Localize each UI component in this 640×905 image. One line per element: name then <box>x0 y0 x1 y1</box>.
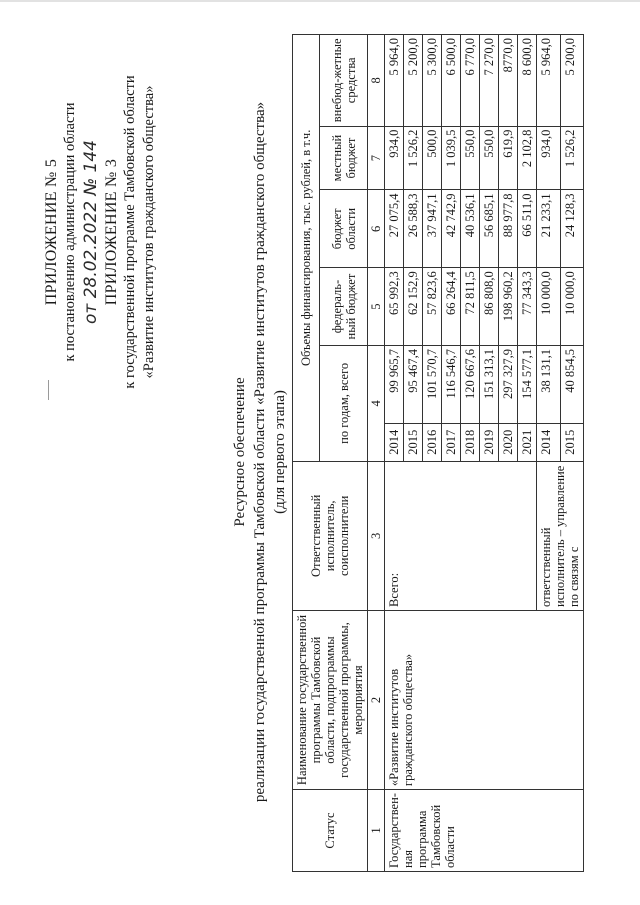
federal-cell: 10 000,0 <box>537 268 561 346</box>
local-cell: 934,0 <box>537 126 561 190</box>
regional-cell: 88 977,8 <box>499 190 518 268</box>
header-regional: бюджет области <box>320 190 368 268</box>
appendix-line3: «Развитие институтов гражданского общества» <box>141 85 157 379</box>
year-cell: 2018 <box>461 423 480 461</box>
federal-cell: 10 000,0 <box>560 268 584 346</box>
regional-cell: 66 511,0 <box>518 190 537 268</box>
federal-cell: 65 992,3 <box>385 268 404 346</box>
local-cell: 1 526,2 <box>560 126 584 190</box>
doc-title-line2: реализации государственной программы Тамбовской области «Развитие институтов гражданского общества» <box>252 101 268 803</box>
extra-cell: 5 200,0 <box>404 35 423 127</box>
local-cell: 500,0 <box>423 126 442 190</box>
header-by-year-total: по годам, всего <box>320 345 368 461</box>
column-index: 4 <box>368 345 385 461</box>
federal-cell: 66 264,4 <box>442 268 461 346</box>
local-cell: 550,0 <box>480 126 499 190</box>
column-index: 8 <box>368 35 385 127</box>
column-index: 2 <box>368 611 385 790</box>
document-title <box>230 22 290 882</box>
extra-cell: 5 200,0 <box>560 35 584 127</box>
extra-cell: 8770,0 <box>499 35 518 127</box>
resource-table-wrap <box>292 34 584 872</box>
year-cell: 2016 <box>423 423 442 461</box>
year-cell: 2021 <box>518 423 537 461</box>
federal-cell: 57 823,6 <box>423 268 442 346</box>
table-row <box>385 35 404 872</box>
handwritten-date: от 28.02.2022 № 144 <box>81 140 101 324</box>
regional-cell: 24 128,3 <box>560 190 584 268</box>
federal-cell: 72 811,5 <box>461 268 480 346</box>
header-executor: Ответственный исполнитель, соисполнители <box>293 461 368 610</box>
total-cell: 297 327,9 <box>499 345 518 423</box>
total-cell: 151 313,1 <box>480 345 499 423</box>
regional-cell: 26 588,3 <box>404 190 423 268</box>
appendix-header <box>42 42 159 422</box>
appendix-line1: к постановлению администрации области <box>62 102 78 362</box>
doc-title-line1: Ресурсное обеспечение <box>232 377 248 527</box>
executor-cell: ответственный исполнитель – управление по связям с <box>537 461 584 610</box>
year-cell: 2015 <box>404 423 423 461</box>
local-cell: 619,9 <box>499 126 518 190</box>
extra-cell: 8 600,0 <box>518 35 537 127</box>
rotated-page <box>40 22 600 882</box>
extra-cell: 5 964,0 <box>385 35 404 127</box>
extra-cell: 7 270,0 <box>480 35 499 127</box>
resource-table <box>292 34 584 872</box>
regional-cell: 56 685,1 <box>480 190 499 268</box>
extra-cell: 6 500,0 <box>442 35 461 127</box>
program-name-cell: «Развитие институтов гражданского общества» <box>385 611 584 790</box>
local-cell: 1 039,5 <box>442 126 461 190</box>
year-cell: 2014 <box>385 423 404 461</box>
year-cell: 2019 <box>480 423 499 461</box>
doc-title-line3: (для первого этапа) <box>272 390 288 514</box>
header-name: Наименование государственной программы Тамбовской области, подпрограммы государственной программы, мероприятия <box>293 611 368 790</box>
regional-cell: 21 233,1 <box>537 190 561 268</box>
total-cell: 99 965,7 <box>385 345 404 423</box>
total-cell: 40 854,5 <box>560 345 584 423</box>
federal-cell: 86 808,0 <box>480 268 499 346</box>
extra-cell: 6 770,0 <box>461 35 480 127</box>
regional-cell: 40 536,1 <box>461 190 480 268</box>
appendix-line2: к государственной программе Тамбовской области <box>122 75 138 389</box>
executor-cell: Всего: <box>385 461 537 610</box>
local-cell: 2 102,8 <box>518 126 537 190</box>
header-extra: внебюд-жетные средства <box>320 35 368 127</box>
status-cell: Государствен-ная программа Тамбовской области <box>385 790 584 872</box>
appendix-title2: ПРИЛОЖЕНИЕ № 3 <box>103 158 120 306</box>
scan-edge <box>0 0 640 2</box>
header-status: Статус <box>293 790 368 872</box>
column-index: 1 <box>368 790 385 872</box>
header-local: местный бюджет <box>320 126 368 190</box>
federal-cell: 62 152,9 <box>404 268 423 346</box>
year-cell: 2017 <box>442 423 461 461</box>
local-cell: 934,0 <box>385 126 404 190</box>
total-cell: 101 570,7 <box>423 345 442 423</box>
year-cell: 2015 <box>560 423 584 461</box>
appendix-title: ПРИЛОЖЕНИЕ № 5 <box>43 158 60 306</box>
regional-cell: 42 742,9 <box>442 190 461 268</box>
local-cell: 1 526,2 <box>404 126 423 190</box>
table-body <box>385 35 584 872</box>
regional-cell: 37 947,1 <box>423 190 442 268</box>
total-cell: 95 467,4 <box>404 345 423 423</box>
total-cell: 116 546,7 <box>442 345 461 423</box>
local-cell: 550,0 <box>461 126 480 190</box>
total-cell: 120 667,6 <box>461 345 480 423</box>
column-index: 7 <box>368 126 385 190</box>
extra-cell: 5 300,0 <box>423 35 442 127</box>
column-index: 5 <box>368 268 385 346</box>
federal-cell: 198 960,2 <box>499 268 518 346</box>
year-cell: 2014 <box>537 423 561 461</box>
header-funding: Объемы финансирования, тыс. рублей, в т.ч. <box>293 35 320 462</box>
header-federal: федераль-ный бюджет <box>320 268 368 346</box>
federal-cell: 77 343,3 <box>518 268 537 346</box>
year-cell: 2020 <box>499 423 518 461</box>
column-index: 3 <box>368 461 385 610</box>
regional-cell: 27 075,4 <box>385 190 404 268</box>
extra-cell: 5 964,0 <box>537 35 561 127</box>
total-cell: 154 577,1 <box>518 345 537 423</box>
column-index: 6 <box>368 190 385 268</box>
total-cell: 38 131,1 <box>537 345 561 423</box>
